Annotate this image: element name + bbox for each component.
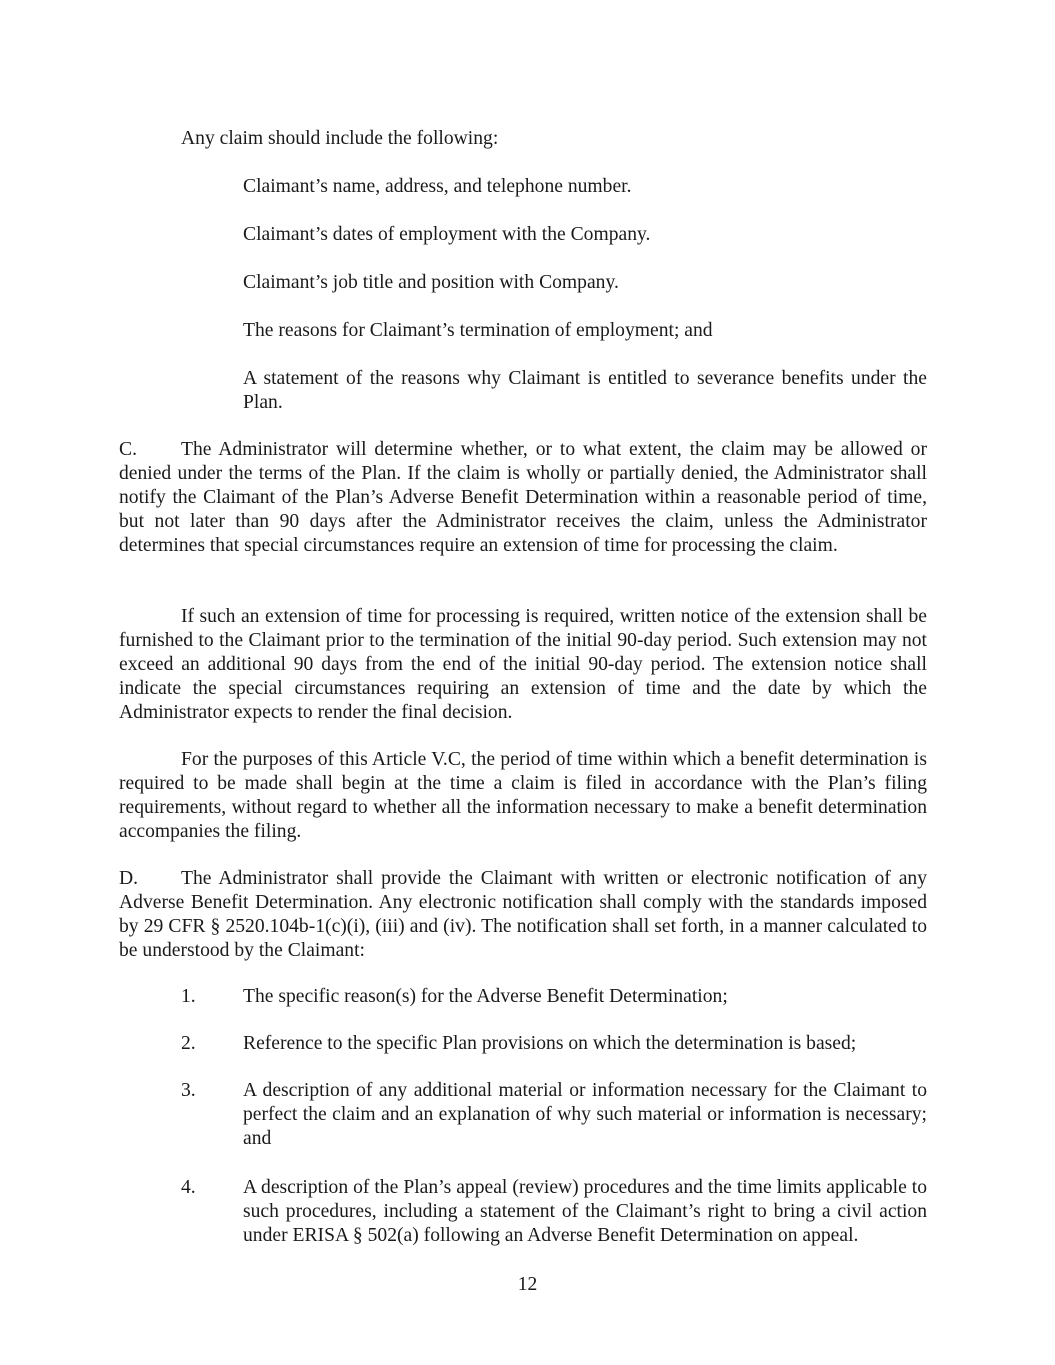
list-item-text: A description of any additional material or information necessary for the Claimant to perfect the claim and an explanation of why such material or information is necessary; and	[243, 1080, 927, 1149]
section-c-paragraph	[119, 438, 927, 558]
list-item: Claimant’s name, address, and telephone number.	[243, 176, 632, 197]
list-item-number: 1.	[181, 986, 196, 1007]
list-item-number: 3.	[181, 1080, 196, 1101]
list-item: Claimant’s dates of employment with the Company.	[243, 224, 651, 245]
section-c-letter: C.	[119, 439, 137, 460]
section-d-letter: D.	[119, 868, 139, 889]
list-item-text: Reference to the specific Plan provisions on which the determination is based;	[243, 1033, 857, 1054]
list-item-text: The specific reason(s) for the Adverse Benefit Determination;	[243, 986, 728, 1007]
section-d-paragraph	[119, 867, 927, 963]
list-item: Claimant’s job title and position with Company.	[243, 272, 619, 293]
section-c-timing-paragraph: For the purposes of this Article V.C, the period of time within which a benefit determination is required to be made shall begin at the time a claim is filed in accordance with the Plan’s filing requirements, without regard to whether all the information necessary to make a benefit determination accompanies the filing.	[119, 749, 927, 842]
list-item: A statement of the reasons why Claimant is entitled to severance benefits under the Plan.	[243, 368, 927, 413]
page-number: 12	[517, 1274, 538, 1295]
list-item-text: A description of the Plan’s appeal (review) procedures and the time limits applicable to such procedures, including a statement of the Claimant’s right to bring a civil action under ERISA § 502(a) following an Adverse Benefit Determination on appeal.	[243, 1177, 927, 1246]
list-item-number: 4.	[181, 1177, 196, 1198]
section-c-extension-paragraph: If such an extension of time for processing is required, written notice of the extension shall be furnished to the Claimant prior to the termination of the initial 90-day period. Such extension may not exceed an additional 90 days from the end of the initial 90-day period. The extension notice shall indicate the special circumstances requiring an extension of time and the date by which the Administrator expects to render the final decision.	[119, 606, 927, 723]
claim-intro: Any claim should include the following:	[181, 128, 499, 149]
section-d-text: The Administrator shall provide the Claimant with written or electronic notification of any Adverse Benefit Determination. Any electronic notification shall comply with the standards imposed by 29 CFR § 2520.104b-1(c)(i), (iii) and (iv). The notification shall set forth, in a manner calculated to be understood by the Claimant:	[119, 868, 927, 961]
section-c-text: The Administrator will determine whether, or to what extent, the claim may be allowed or denied under the terms of the Plan. If the claim is wholly or partially denied, the Administrator shall notify the Claimant of the Plan’s Adverse Benefit Determination within a reasonable period of time, but not later than 90 days after the Administrator receives the claim, unless the Administrator determines that special circumstances require an extension of time for processing the claim.	[119, 439, 927, 556]
list-item-number: 2.	[181, 1033, 196, 1054]
list-item: The reasons for Claimant’s termination of employment; and	[243, 320, 713, 341]
